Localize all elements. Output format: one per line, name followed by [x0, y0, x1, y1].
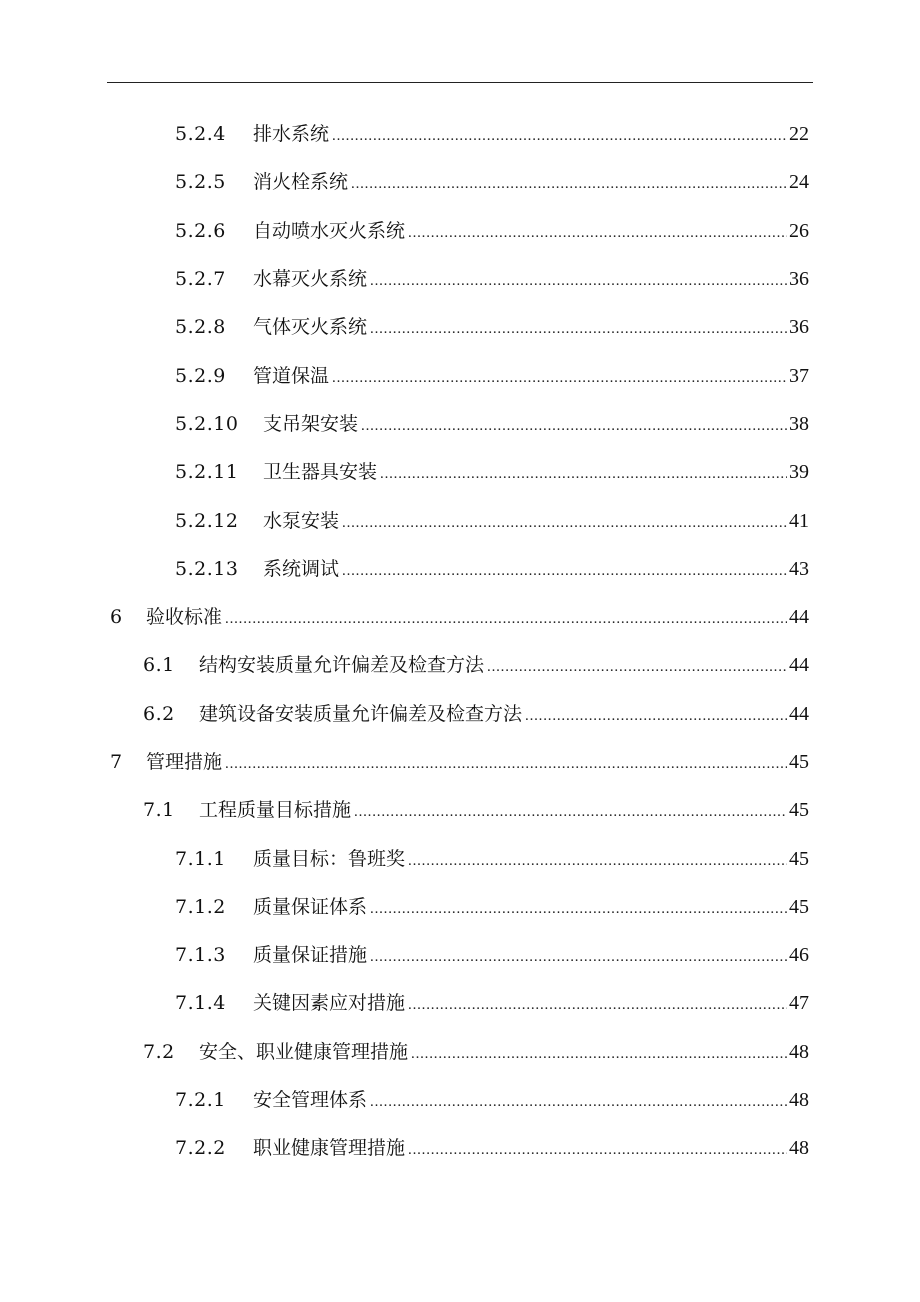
toc-entry[interactable] [0, 931, 920, 979]
toc-entry-line [175, 221, 809, 241]
toc-entry-number: 7.1.1 [175, 847, 226, 870]
toc-dot-leader [380, 467, 787, 482]
toc-entry-line [175, 462, 809, 482]
toc-entry[interactable] [0, 883, 920, 931]
toc-entry[interactable] [0, 786, 920, 834]
toc-entry[interactable] [0, 1124, 920, 1172]
toc-entry-title: 消火栓系统 [253, 171, 349, 194]
toc-entry-page: 47 [789, 992, 809, 1015]
toc-dot-leader [354, 805, 787, 820]
toc-dot-leader [361, 419, 787, 434]
toc-dot-leader [351, 177, 787, 192]
toc-entry-page: 39 [789, 461, 809, 484]
toc-entry-page: 45 [789, 751, 809, 773]
toc-entry-title: 质量目标：鲁班奖 [253, 847, 406, 870]
toc-entry[interactable] [0, 400, 920, 448]
toc-entry-page: 46 [789, 944, 809, 967]
toc-dot-leader [408, 998, 787, 1013]
toc-dot-leader [408, 854, 787, 869]
toc-entry-title: 管理措施 [146, 751, 223, 773]
toc-dot-leader [370, 1095, 787, 1110]
toc-dot-leader [370, 950, 787, 965]
toc-entry-page: 41 [789, 509, 809, 532]
toc-dot-leader [332, 129, 787, 144]
toc-entry-number: 5.2.8 [175, 316, 226, 339]
toc-entry-line [175, 124, 809, 144]
toc-entry-page: 22 [789, 123, 809, 146]
toc-dot-leader [332, 371, 787, 386]
toc-entry-line [175, 1138, 809, 1158]
toc-entry-title: 关键因素应对措施 [253, 992, 406, 1015]
toc-entry[interactable] [0, 351, 920, 399]
toc-entry-page: 48 [789, 1137, 809, 1160]
toc-dot-leader [408, 1143, 787, 1158]
toc-entry-page: 48 [789, 1040, 809, 1063]
toc-entry[interactable] [0, 690, 920, 738]
toc-entry-number: 7.2 [143, 1040, 175, 1063]
toc-entry-page: 45 [789, 895, 809, 918]
toc-entry-number: 7.2.2 [175, 1137, 226, 1160]
toc-entry[interactable] [0, 110, 920, 158]
toc-dot-leader [225, 757, 787, 772]
toc-entry-title: 安全、职业健康管理措施 [199, 1040, 409, 1063]
toc-entry-number: 7.1.4 [175, 992, 226, 1015]
toc-entry-line [175, 897, 809, 917]
toc-entry[interactable] [0, 207, 920, 255]
toc-entry-number: 5.2.11 [175, 461, 239, 484]
table-of-contents [0, 110, 920, 1173]
toc-entry[interactable] [0, 545, 920, 593]
toc-entry[interactable] [0, 641, 920, 689]
toc-entry-page: 44 [789, 606, 809, 629]
toc-entry-line [143, 800, 809, 820]
toc-dot-leader [370, 274, 787, 289]
toc-entry-line [143, 1042, 809, 1062]
toc-entry-title: 工程质量目标措施 [199, 799, 352, 822]
header-rule [107, 82, 813, 83]
toc-entry-title: 质量保证体系 [253, 895, 368, 918]
toc-entry-page: 45 [789, 799, 809, 822]
toc-entry-number: 6.2 [143, 702, 175, 725]
toc-entry-number: 6.1 [143, 654, 175, 677]
toc-entry-title: 质量保证措施 [253, 944, 368, 967]
toc-entry-number: 5.2.9 [175, 364, 226, 387]
toc-entry-page: 44 [789, 654, 809, 677]
toc-entry-line [143, 704, 809, 724]
toc-entry-page: 38 [789, 412, 809, 435]
toc-entry-title: 水泵安装 [263, 509, 340, 532]
toc-entry-line [175, 849, 809, 869]
toc-entry-number: 6 [110, 606, 123, 629]
toc-dot-leader [408, 226, 787, 241]
toc-entry-number: 7.1 [143, 799, 175, 822]
toc-dot-leader [342, 516, 787, 531]
toc-entry-title: 管道保温 [253, 364, 330, 387]
toc-entry-page: 37 [789, 364, 809, 387]
toc-entry-line [175, 269, 809, 289]
toc-entry[interactable] [0, 158, 920, 206]
toc-entry[interactable] [0, 255, 920, 303]
toc-entry-line [175, 993, 809, 1013]
toc-entry-line [175, 317, 809, 337]
toc-entry-title: 排水系统 [253, 123, 330, 146]
toc-entry-number: 5.2.13 [175, 557, 239, 580]
toc-entry-title: 职业健康管理措施 [253, 1137, 406, 1160]
toc-entry[interactable] [0, 979, 920, 1027]
toc-entry-page: 45 [789, 847, 809, 870]
toc-entry-line [175, 1090, 809, 1110]
toc-entry-number: 5.2.12 [175, 509, 239, 532]
toc-dot-leader [370, 902, 787, 917]
toc-entry-page: 26 [789, 219, 809, 242]
toc-entry-line [175, 414, 809, 434]
toc-entry-number: 7.1.2 [175, 895, 226, 918]
toc-entry-line [110, 607, 809, 627]
toc-entry-title: 水幕灭火系统 [253, 268, 368, 291]
toc-entry-line [175, 945, 809, 965]
toc-entry-line [143, 655, 809, 675]
toc-entry-title: 建筑设备安装质量允许偏差及检查方法 [199, 702, 523, 725]
toc-entry[interactable] [0, 496, 920, 544]
toc-entry[interactable] [0, 1028, 920, 1076]
toc-entry-line [175, 511, 809, 531]
toc-dot-leader [411, 1047, 787, 1062]
toc-entry-line [110, 752, 809, 772]
toc-entry-title: 系统调试 [263, 557, 340, 580]
toc-entry-line [175, 366, 809, 386]
toc-entry-line [175, 172, 809, 192]
toc-entry[interactable] [0, 1076, 920, 1124]
toc-entry-title: 支吊架安装 [263, 412, 359, 435]
toc-dot-leader [225, 612, 787, 627]
toc-entry-number: 7.1.3 [175, 944, 226, 967]
toc-entry-page: 36 [789, 268, 809, 291]
toc-entry-number: 5.2.5 [175, 171, 226, 194]
toc-entry-number: 5.2.6 [175, 219, 226, 242]
toc-entry[interactable] [0, 448, 920, 496]
toc-dot-leader [370, 322, 787, 337]
toc-entry[interactable] [0, 593, 920, 641]
toc-entry-title: 安全管理体系 [253, 1089, 368, 1112]
toc-entry-number: 5.2.4 [175, 123, 226, 146]
toc-entry-page: 44 [789, 702, 809, 725]
toc-entry-page: 24 [789, 171, 809, 194]
toc-dot-leader [525, 709, 787, 724]
toc-entry-number: 7.2.1 [175, 1089, 226, 1112]
toc-entry-line [175, 559, 809, 579]
toc-entry-title: 结构安装质量允许偏差及检查方法 [199, 654, 485, 677]
toc-entry-page: 43 [789, 557, 809, 580]
toc-entry-number: 5.2.7 [175, 268, 226, 291]
toc-entry-title: 卫生器具安装 [263, 461, 378, 484]
toc-entry-page: 36 [789, 316, 809, 339]
toc-entry[interactable] [0, 303, 920, 351]
toc-entry-title: 验收标准 [146, 606, 223, 629]
toc-dot-leader [342, 564, 787, 579]
toc-entry[interactable] [0, 738, 920, 786]
toc-entry-title: 气体灭火系统 [253, 316, 368, 339]
toc-entry-page: 48 [789, 1089, 809, 1112]
toc-entry-number: 5.2.10 [175, 412, 239, 435]
toc-entry-title: 自动喷水灭火系统 [253, 219, 406, 242]
toc-entry-number: 7 [110, 751, 123, 773]
toc-entry[interactable] [0, 834, 920, 882]
toc-dot-leader [487, 660, 787, 675]
